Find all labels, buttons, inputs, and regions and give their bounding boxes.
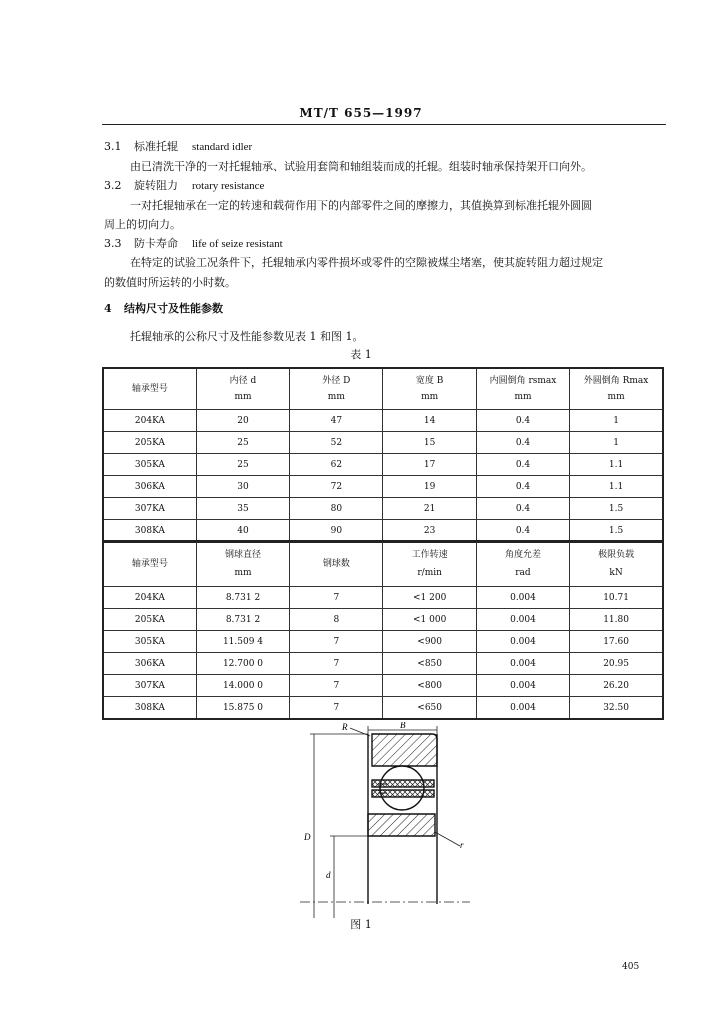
table-cell: 0.4 [476,476,569,498]
table-cell: 0.004 [476,609,569,631]
table-cell: 0.004 [476,697,569,720]
table-row [103,454,663,476]
section-3-2-body-line1: 一对托辊轴承在一定的转速和载荷作用下的内部零件之间的摩擦力，其值换算到标准托辊外圆圆 [130,199,592,212]
table-cell: 0.4 [476,520,569,543]
section-number: 3.3 [104,237,122,250]
table-cell: 14 [383,410,476,432]
table-cell: 205KA [103,432,196,454]
table-cell: 20.95 [570,653,663,675]
table-cell: 305KA [103,454,196,476]
table-row [103,587,663,609]
table-cell: 308KA [103,697,196,720]
table-1-performance [102,540,664,720]
header-cell: 宽度 B mm [383,368,476,410]
header-cell: 钢球直径 mm [196,541,289,587]
table-cell: <900 [383,631,476,653]
table-cell: 306KA [103,653,196,675]
table-cell: 204KA [103,587,196,609]
table-cell: 26.20 [570,675,663,697]
table-caption: 表 1 [350,348,372,361]
table-row [103,432,663,454]
section-english-title: life of seize resistant [192,238,283,250]
section-3-3-body-line2: 的数值时所运转的小时数。 [104,276,236,289]
table-header-row [103,541,663,587]
header-cell: 内圆倒角 rsmax mm [476,368,569,410]
table-cell: 47 [290,410,383,432]
section-title: 结构尺寸及性能参数 [124,302,223,315]
label-d-outer: D [304,832,311,842]
section-3-1-heading [104,140,252,154]
section-number: 3.1 [104,140,122,153]
table-cell: <650 [383,697,476,720]
section-3-1-body: 由已清洗干净的一对托辊轴承、试验用套筒和轴组装而成的托辊。组装时轴承保持架开口向外。 [130,160,592,173]
table-row [103,631,663,653]
table-cell: 307KA [103,498,196,520]
table-cell: <1 000 [383,609,476,631]
table-row [103,520,663,543]
header-cell: 轴承型号 [103,368,196,410]
table-cell: 0.4 [476,498,569,520]
table-cell: 25 [196,432,289,454]
bearing-section [368,734,437,904]
table-cell: 305KA [103,631,196,653]
table-cell: 0.004 [476,631,569,653]
table-cell: 8.731 2 [196,609,289,631]
section-title: 标准托辊 [134,140,178,153]
section-english-title: rotary resistance [192,180,265,192]
table-cell: 35 [196,498,289,520]
section-english-title: standard idler [192,141,253,153]
header-cell: 内径 d mm [196,368,289,410]
table-cell: 15.875 0 [196,697,289,720]
section-3-3-body-line1: 在特定的试验工况条件下，托辊轴承内零件损坏或零件的空隙被煤尘堵塞，使其旋转阻力超过规定 [130,256,603,269]
header-cell: 钢球数 [290,541,383,587]
table-row [103,609,663,631]
bearing-cross-section-figure [290,722,480,918]
table-cell: 8 [290,609,383,631]
table-cell: 1 [570,410,663,432]
table-cell: 52 [290,432,383,454]
figure-caption: 图 1 [350,918,372,931]
table-cell: 0.4 [476,432,569,454]
table-row [103,675,663,697]
table-cell: 0.4 [476,410,569,432]
table-cell: 306KA [103,476,196,498]
table-cell: 0.004 [476,653,569,675]
label-d-inner: d [326,870,331,880]
table-cell: 7 [290,653,383,675]
table-cell: 204KA [103,410,196,432]
table-cell: 40 [196,520,289,543]
table-cell: 11.509 4 [196,631,289,653]
table-cell: 17 [383,454,476,476]
table-cell: 62 [290,454,383,476]
table-cell: 12.700 0 [196,653,289,675]
section-3-3-heading [104,237,283,251]
header-cell: 外径 D mm [290,368,383,410]
table-cell: 1 [570,432,663,454]
section-3-2-heading [104,179,264,193]
table-row [103,476,663,498]
table-cell: 307KA [103,675,196,697]
table-cell: 1.1 [570,454,663,476]
header-cell: 工作转速 r/min [383,541,476,587]
standard-header: MT/T 655—1997 [299,106,423,120]
table-cell: 14.000 0 [196,675,289,697]
table-cell: <1 200 [383,587,476,609]
header-cell: 极限负载 kN [570,541,663,587]
table-cell: 7 [290,587,383,609]
section-number: 3.2 [104,179,122,192]
table-cell: 80 [290,498,383,520]
table-cell: 7 [290,697,383,720]
table-cell: 21 [383,498,476,520]
table-cell: 0.4 [476,454,569,476]
page-number: 405 [622,962,640,972]
table-cell: 19 [383,476,476,498]
header-cell: 角度允差 rad [476,541,569,587]
section-4-heading [104,302,223,316]
table-cell: 72 [290,476,383,498]
table-row [103,697,663,720]
header-cell: 轴承型号 [103,541,196,587]
table-cell: 20 [196,410,289,432]
table-cell: 1.1 [570,476,663,498]
table-cell: 7 [290,631,383,653]
section-title: 防卡寿命 [134,237,178,250]
table-cell: 7 [290,675,383,697]
table-cell: 11.80 [570,609,663,631]
table-row [103,498,663,520]
header-rule [102,124,666,125]
table-cell: 308KA [103,520,196,543]
table-header-row [103,368,663,410]
section-number: 4 [104,302,112,315]
table-cell: 30 [196,476,289,498]
table-cell: 205KA [103,609,196,631]
table-cell: 10.71 [570,587,663,609]
section-title: 旋转阻力 [134,179,178,192]
table-cell: 25 [196,454,289,476]
table-cell: <800 [383,675,476,697]
table-row [103,653,663,675]
label-r-outer: R [342,722,348,732]
table-cell: 1.5 [570,498,663,520]
table-1-dimensions [102,367,664,543]
header-cell: 外圆倒角 Rmax mm [570,368,663,410]
table-cell: 15 [383,432,476,454]
table-cell: 0.004 [476,587,569,609]
table-cell: 32.50 [570,697,663,720]
table-cell: <850 [383,653,476,675]
table-cell: 90 [290,520,383,543]
section-3-2-body-line2: 周上的切向力。 [104,218,181,231]
label-b: B [400,722,406,730]
section-4-intro: 托辊轴承的公称尺寸及性能参数见表 1 和图 1。 [130,330,364,343]
table-cell: 0.004 [476,675,569,697]
label-r-inner: r [460,840,464,850]
table-row [103,410,663,432]
table-cell: 23 [383,520,476,543]
table-cell: 17.60 [570,631,663,653]
table-cell: 1.5 [570,520,663,543]
table-cell: 8.731 2 [196,587,289,609]
